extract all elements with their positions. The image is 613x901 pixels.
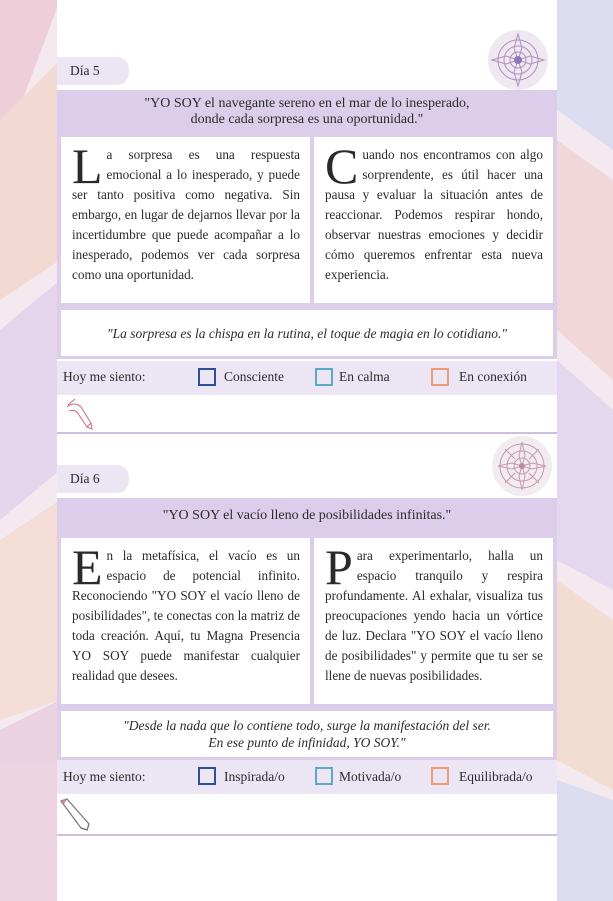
- left-column: [61, 137, 310, 303]
- mood-checkbox[interactable]: [315, 767, 333, 785]
- right-column: [314, 538, 553, 704]
- text-columns: [57, 133, 557, 307]
- mood-checkbox[interactable]: [315, 368, 333, 386]
- mood-checkbox[interactable]: [431, 767, 449, 785]
- quote-text: "Desde la nada que lo contiene todo, surge la manifestación del ser. En ese punto de infinidad, YO SOY.": [61, 711, 553, 757]
- drop-cap: P: [325, 539, 353, 595]
- pencil-icon: [59, 798, 91, 832]
- mandala-icon: [486, 28, 550, 92]
- pencil-hand-icon: [65, 397, 95, 431]
- text-columns: [57, 534, 557, 708]
- mood-row: [57, 361, 557, 395]
- mood-checkbox[interactable]: [431, 368, 449, 386]
- day-tab: Día 6: [57, 465, 129, 493]
- mood-option: En conexión: [459, 369, 527, 384]
- mood-option: Equilibrada/o: [459, 769, 533, 784]
- column-text: ara experimentarlo, halla un espacio tranquilo y respira profundamente. Al exhalar, visualiza tus preocupaciones yendo hacia un vórtice de luz. Declara "YO SOY el vacío lleno de posibilidades" y permite que tu ser se llene de nuevas posibilidades.: [325, 548, 543, 683]
- mood-option: Consciente: [224, 369, 284, 384]
- left-column: [61, 538, 310, 704]
- right-column: [314, 137, 553, 303]
- drop-cap: L: [72, 138, 103, 194]
- writing-area[interactable]: [57, 794, 557, 836]
- column-text: a sorpresa es una respuesta emocional a lo inesperado, y puede ser tanto positiva como negativa. Sin embargo, en lugar de dejarnos llevar por la incertidumbre que puede acompañar a lo inesperado, podemos ver cada sorpresa como una oportunidad.: [72, 147, 300, 282]
- mood-option: En calma: [339, 369, 390, 384]
- drop-cap: C: [325, 138, 359, 194]
- drop-cap: E: [72, 539, 103, 595]
- day-tab: Día 5: [57, 57, 129, 85]
- affirmation: "YO SOY el vacío lleno de posibilidades infinitas.": [57, 498, 557, 534]
- column-text: uando nos encontramos con algo sorprendente, es útil hacer una pausa y evaluar la situación antes de reaccionar. Podemos respirar hondo, observar nuestras emociones y decidir cómo queremos enfrentar esta nueva experiencia.: [325, 147, 543, 282]
- mood-option: Inspirada/o: [224, 769, 285, 784]
- mandala-icon: [490, 434, 554, 498]
- mood-label: Hoy me siento:: [63, 769, 146, 784]
- quote-box: [57, 708, 557, 760]
- affirmation: "YO SOY el navegante sereno en el mar de lo inesperado, donde cada sorpresa es una oportunidad.": [57, 90, 557, 133]
- mood-option: Motivada/o: [339, 769, 402, 784]
- quote-box: [57, 307, 557, 359]
- mood-label: Hoy me siento:: [63, 369, 146, 384]
- quote-text: "La sorpresa es la chispa en la rutina, el toque de magia en lo cotidiano.": [61, 310, 553, 356]
- mood-row: [57, 760, 557, 794]
- mood-checkbox[interactable]: [198, 767, 216, 785]
- column-text: n la metafísica, el vacío es un espacio de potencial infinito. Reconociendo "YO SOY el vacío lleno de posibilidades", te conectas con la matriz de toda creación. Aquí, tu Magna Presencia YO SOY puede manifestar cualquier realidad que desees.: [72, 548, 300, 683]
- writing-area[interactable]: [57, 395, 557, 434]
- mood-checkbox[interactable]: [198, 368, 216, 386]
